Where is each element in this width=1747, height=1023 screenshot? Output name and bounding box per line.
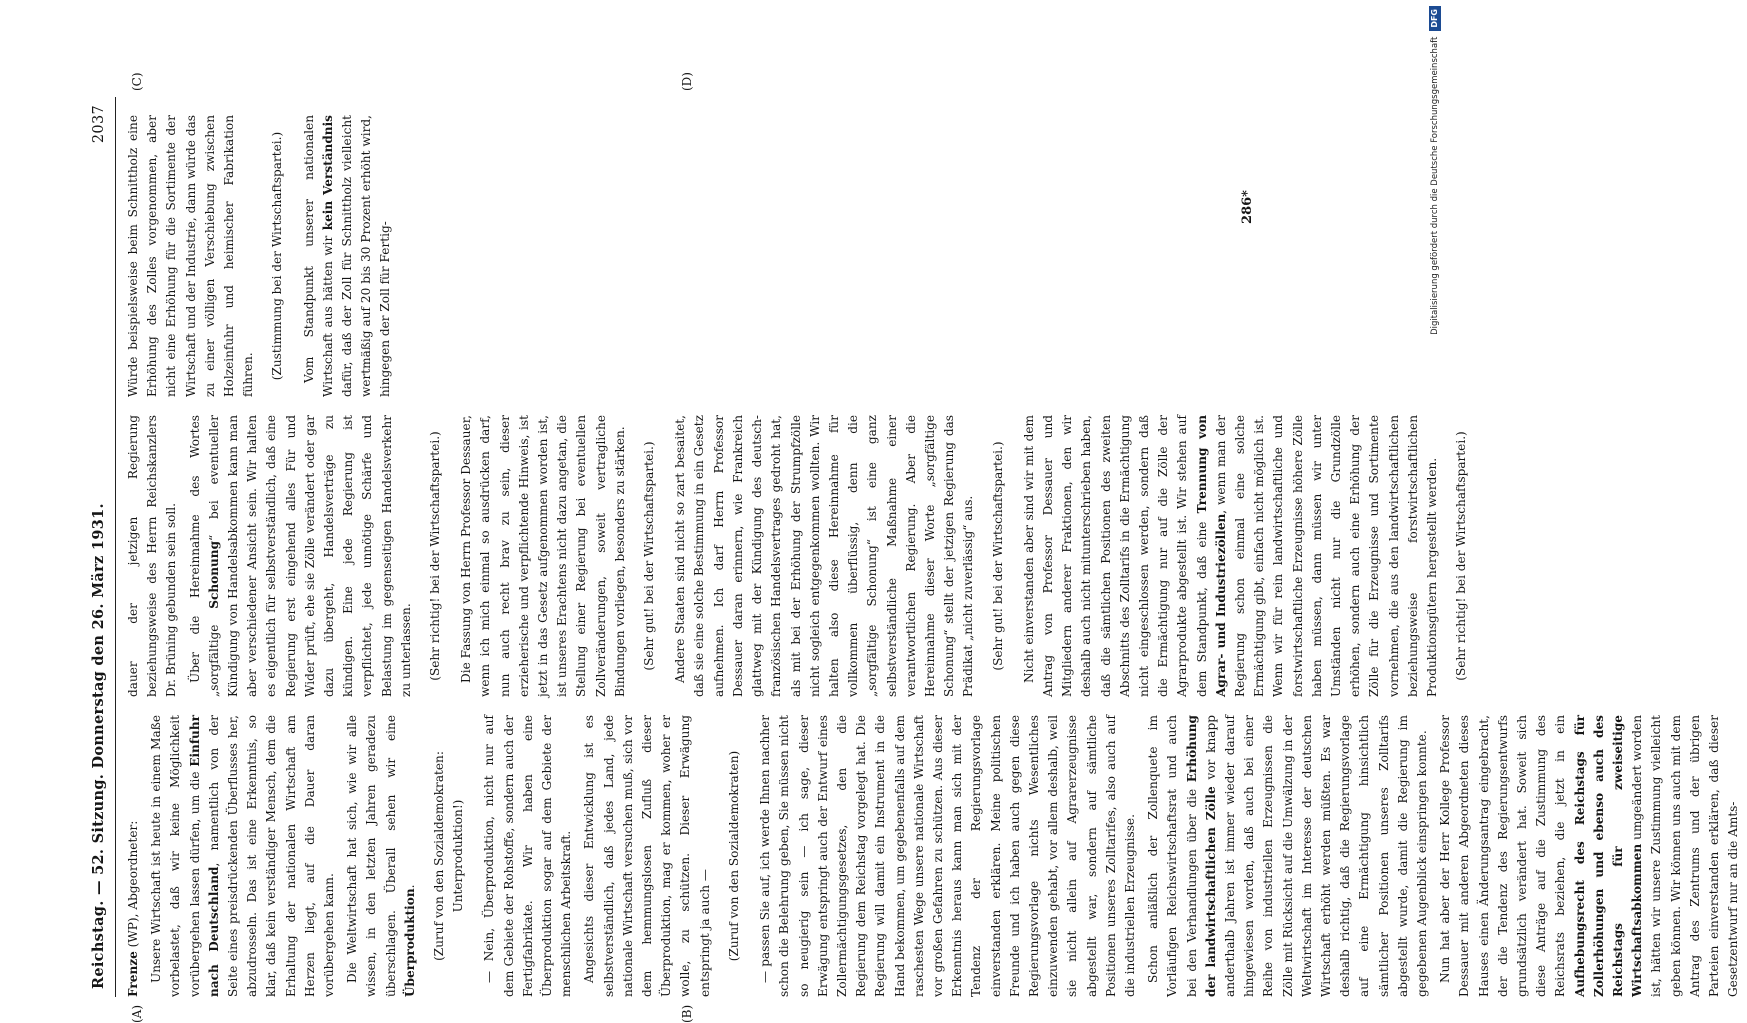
text-column-middle (124, 415, 1483, 697)
margin-marker-d: (D) (680, 72, 694, 91)
text: Nicht einverstanden aber sind wir mit dem Antrag von Professor Dessauer und Mitgliedern anderer Fraktionen, den wir deshalb auch nicht mitunterschrieben haben, daß die sämtlichen Positionen des zweiten Abschnitts des Zolltarifs in die Ermächtigung nicht eingeschlossen werden, sondern daß die Ermächtigung nur auf die Zölle der Agrarprodukte abgestellt ist. Wir stehen auf dem Standpunkt, daß eine (1021, 415, 1209, 697)
interjection: (Sehr gut! bei der Wirtschaftspartei.) (642, 441, 657, 671)
paragraph (124, 715, 143, 997)
emphasis: Einfuhr nach Deutschland (187, 715, 221, 997)
paragraph (343, 715, 420, 997)
session-title: Reichstag. — 52. Sitzung. Donnerstag den 26. März 1931. (90, 503, 107, 989)
emphasis: kein Verständnis (320, 115, 335, 231)
emphasis: Überproduktion (402, 888, 417, 997)
text: . (402, 884, 417, 889)
text: “ bei eventueller Kündigung von Handelsabkommen kann man aber verschiedener Ansicht sein. Wir halten es eigentlich für selbstverständlich, daß eine Regierung erst eingehend alles Für und Wider prüft, ehe sie Zölle verändert oder gar dazu übergeht, Handelsverträge zu kündigen. Eine jede Regierung ist verpflichtet, jede unnötige Schärfe und Belastung im gegenseitigen Handelsverkehr zu unterlassen. (206, 415, 413, 697)
text: dafür, daß der Zoll für Schnittholz vielleicht wertmäßig auf 20 bis 30 Prozent erhöht wird, hingegen der Zoll für Fertig- (340, 115, 393, 397)
paragraph: Andere Staaten sind nicht so zart besaitet, daß sie eine solche Bestimmung in ein Gesetz aufnehmen. Ich darf Herrn Professor Dessauer daran erinnern, wie Frankreich glattweg mit der Kündigung des deutsch-französischen Handelsvertrages gedroht hat, als mit bei der Erhöhung der Strumpfzölle nicht sogleich entgegenkommen wollten. Wir halten also diese Hereinnahme für vollkommen überflüssig, denn die „sorgfältige Schonung“ ist eine ganz selbstverständliche Maßnahme einer verantwortlichen Regierung. Aber die Hereinnahme dieser Worte „sorgfältige Schonung“ stellt der jetzigen Regierung das Prädikat „nicht zuverlässig“ aus. (673, 415, 976, 697)
dfg-logo: DFG (1429, 6, 1441, 31)
paragraph (147, 715, 339, 997)
emphasis: Erhöhung der landwirtschaftlichen Zölle (1184, 715, 1218, 997)
paragraph: Die Fassung von Herrn Professor Dessauer, wenn ich mich einmal so ausdrücken darf, nun auch recht brav zu sein, dieser erzieherische und verpflichtende Hinweis, ist jetzt in das Gesetz aufgenommen worden ist, ist unseres Erachtens nicht dazu angetan, die Stellung einer Regierung bei eventuellen Zollveränderungen, soweit vertragliche Bindungen vorliegen, besonders zu stärken. (459, 415, 627, 697)
interjection: (Sehr gut! bei der Wirtschaftspartei.) (990, 441, 1005, 671)
interjection: (Sehr richtig! bei der Wirtschaftspartei.) (428, 431, 443, 681)
paragraph: dauer der jetzigen Regierung beziehungsweise des Herrn Reichskanzlers Dr. Brüning gebunden sein soll. (126, 415, 179, 697)
paragraph (1436, 715, 1743, 997)
margin-marker-c: (C) (130, 72, 144, 91)
interjection: (Sehr richtig! bei der Wirtschaftspartei.) (1454, 431, 1469, 681)
running-header (90, 105, 114, 989)
paragraph: Würde beispielsweise beim Schnittholz eine Erhöhung des Zolles vorgenommen, aber nicht eine Erhöhung für die Sortimente der Wirtschaft und der Industrie, dann würde das zu einer völligen Verschiebung zwischen Holzeinfuhr und heimischer Fabrikation führen. (126, 115, 256, 397)
margin-marker-a: (A) (130, 1004, 144, 1023)
text: Schon anläßlich der Zollenquete im Vorläufigen Reichswirtschaftsrat und auch bei den Verhandlungen über die (1146, 715, 1199, 997)
paragraph (1020, 415, 1442, 697)
paragraph (186, 415, 416, 697)
credit-text: Digitalisierung gefördert durch die Deutsche Forschungsgemeinschaft (1430, 36, 1440, 335)
paragraph: Angesichts dieser Entwicklung ist es selbstverständlich, daß jedes Land, jede nationale Wirtschaft versuchen muß, sich vor dem hemmungslosen Zufluß dieser Überproduktion, mag er kommen, woher er wolle, zu schützen. Dieser Erwägung entspringt ja auch — (582, 715, 712, 997)
paragraph (1144, 715, 1432, 997)
paragraph: — passen Sie auf, ich werde Ihnen nachher schon die Belehrung geben, Sie müssen nicht so neugierig sein — ich sage, dieser Erwägung entspringt auch der Entwurf eines Zollermächtigungsgesetzes, den die Regierung dem Reichstag vorgelegt hat. Die Regierung will damit ein Instrument in die Hand bekommen, um gegebenenfalls auf dem raschesten Wege unsere nationale Wirtschaft vor großen Gefahren zu schützen. Aus dieser Erkenntnis heraus kann man sich mit der Tendenz der Regierungsvorlage einverstanden erklären. Meine politischen Freunde und ich haben auch gegen diese Regierungsvorlage nichts Wesentliches einzuwenden gehabt, vor allem deshalb, weil sie nicht allein auf Agrarerzeugnisse abgestellt war, sondern auf sämtliche Positionen unseres Zolltarifes, also auch auf die industriellen Erzeugnisse. (758, 715, 1137, 997)
emphasis: Trennung von Agrar- und Industriezöllen (1194, 415, 1228, 697)
digitization-credit (1427, 6, 1443, 996)
speaker-name: Frenze (126, 951, 140, 997)
emphasis: Schonung (206, 540, 221, 609)
interjection: (Zuruf von den Sozialdemokraten: Unterproduktion!) (432, 751, 466, 961)
interjection: (Zustimmung bei der Wirtschaftspartei.) (270, 131, 285, 381)
text: Die Weltwirtschaft hat sich, wie wir alle wissen, in den letzten Jahren geradezu überschlagen. Überall sehen wir eine (345, 715, 398, 997)
emphasis: Aufhebungsrecht des Reichstags für Zollerhöhungen und ebenso auch des Reichstags für zweiseitige Wirtschaftsabkommen (1572, 715, 1645, 997)
text: Nun hat aber der Herr Kollege Professor Dessauer mit anderen Abgeordneten dieses Hauses einen Änderungsantrag eingebracht, der die Tendenz des Regierungsentwurfs grundsätzlich verändert hat. Soweit sich diese Anträge auf die Zustimmung des Reichsrats beziehen, die jetzt in ein (1438, 715, 1568, 997)
text: Unsere Wirtschaft ist heute in einem Maße vorbelastet, daß wir keine Möglichkeit vorübergehen lassen dürfen, um die (149, 715, 202, 997)
text: vor knapp anderthalb Jahren ist immer wieder darauf hingewiesen worden, daß auch bei einer Reihe von industriellen Erzeugnissen die Zölle mit Rücksicht auf die Umwälzung in der Weltwirtschaft im Interesse der deutschen Wirtschaft erhöht werden müßten. Es war deshalb richtig, daß die Regierungsvorlage auf eine Ermächtigung hinsichtlich sämtlicher Positionen unseres Zolltarifs abgestellt wurde, damit die Regierung im gegebenen Augenblick einspringen konnte. (1203, 715, 1429, 997)
text: , wenn man der Regierung schon einmal eine solche Ermächtigung gibt, einfach nicht möglich ist. Wenn wir für rein landwirtschaftliche und forstwirtschaftliche Erzeugnisse höhere Zölle haben müssen, dann müssen wir unter Umständen nicht nur die Grundzölle erhöhen, sondern auch eine Erhöhung der Zölle für die Erzeugnisse und Sortimente vornehmen, die aus den landwirtschaftlichen beziehungsweise forstwirtschaftlichen Produktionsgütern hergestellt werden. (1213, 415, 1439, 697)
header-rule (115, 97, 116, 997)
text: umgeändert worden ist, hätten wir unsere Zustimmung vielleicht geben können. Wir können uns auch mit dem Antrag des Zentrums und der übrigen Parteien einverstanden erklären, daß dieser Gesetzentwurf nur an die Amts- (1630, 715, 1741, 997)
text: Vom Standpunkt unserer nationalen Wirtschaft aus hätten wir (301, 115, 335, 397)
interjection: (Zuruf von den Sozialdemokraten) (726, 750, 741, 962)
folio-mark: 286* (1240, 190, 1255, 224)
text-column-left (124, 715, 1747, 997)
paragraph: — Nein, Überproduktion, nicht nur auf dem Gebiete der Rohstoffe, sondern auch der Fertigfabrikate. Wir haben eine Überproduktion sogar auf dem Gebiete der menschlichen Arbeitskraft. (482, 715, 574, 997)
text: , namentlich von der Seite eines preisdrückenden Überflusses her, abzudrosseln. Das ist eine Erkenntnis, so klar, daß kein verständiger Mensch, dem die Erhaltung der nationalen Wirtschaft am Herzen liegt, auf die Dauer daran vorübergehen kann. (206, 714, 337, 997)
text-column-right (124, 115, 400, 397)
paragraph (300, 115, 396, 397)
speaker-affiliation: (WP), Abgeordneter: (126, 820, 140, 952)
page-number: 2037 (91, 105, 107, 144)
margin-marker-b: (B) (680, 1004, 694, 1023)
text: Über die Hereinnahme des Wortes „sorgfältige (187, 415, 221, 697)
